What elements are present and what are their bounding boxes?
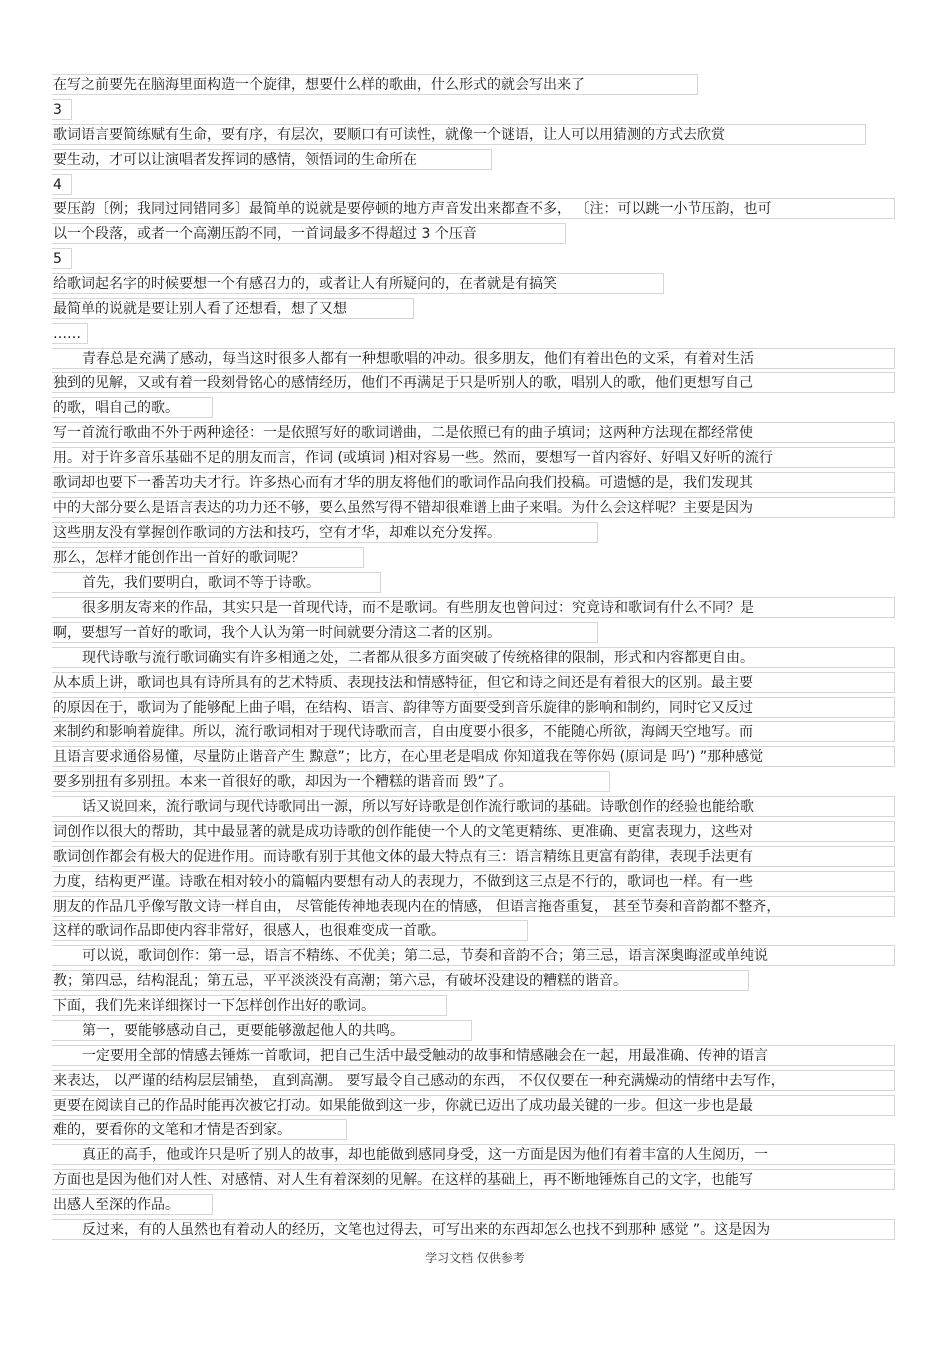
text-line: 歌词却也要下一番苦功夫才行。许多热心而有才华的朋友将他们的歌词作品向我们投稿。可遗憾的是，我们发现其: [52, 472, 895, 493]
text-line: 很多朋友寄来的作品，其实只是一首现代诗，而不是歌词。有些朋友也曾问过：究竟诗和歌词有什么不同？是: [52, 597, 895, 618]
text-line: 独到的见解，又或有着一段刻骨铭心的感情经历，他们不再满足于只是听别人的歌，唱别人的歌，他们更想写自己: [52, 372, 895, 393]
text-line: 啊，要想写一首好的歌词，我个人认为第一时间就要分清这二者的区别。: [52, 622, 598, 643]
text-line: 最简单的说就是要让别人看了还想看，想了又想: [52, 298, 414, 319]
text-line: 这样的歌词作品即使内容非常好，很感人，也很难变成一首歌。: [52, 920, 528, 941]
text-line: 给歌词起名字的时候要想一个有感召力的，或者让人有所疑问的，在者就是有搞笑: [52, 273, 664, 294]
text-line: 话又说回来，流行歌词与现代诗歌同出一源，所以写好诗歌是创作流行歌词的基础。诗歌创作的经验也能给歌: [52, 796, 895, 817]
page-footer: 学习文档 仅供参考: [425, 1251, 525, 1265]
text-line: 首先，我们要明白，歌词不等于诗歌。: [52, 572, 381, 593]
text-line: 以一个段落，或者一个高潮压韵不同，一首词最多不得超过 3 个压音: [52, 223, 566, 244]
text-line: 难的，要看你的文笔和才情是否到家。: [52, 1119, 347, 1140]
text-line: 一定要用全部的情感去锤炼一首歌词，把自己生活中最受触动的故事和情感融会在一起，用最准确、传神的语言: [52, 1045, 895, 1066]
text-line: 写一首流行歌曲不外于两种途径：一是依照写好的歌词谱曲，二是依照已有的曲子填词；这两种方法现在都经常使: [52, 422, 895, 443]
text-line: 更要在阅读自己的作品时能再次被它打动。如果能做到这一步，你就已迈出了成功最关键的一步。但这一步也是最: [52, 1095, 895, 1116]
text-line: 的原因在于，歌词为了能够配上曲子唱，在结构、语言、韵律等方面要受到音乐旋律的影响和制约，同时它又反过: [52, 697, 895, 718]
text-line: 方面也是因为他们对人性、对感情、对人生有着深刻的见解。在这样的基础上，再不断地锤炼自己的文字，也能写: [52, 1169, 895, 1190]
text-line: 词创作以很大的帮助，其中最显著的就是成功诗歌的创作能使一个人的文笔更精练、更准确、更富表现力，这些对: [52, 821, 895, 842]
text-line: 且语言要求通俗易懂，尽量防止谐音产生 黥意”；比方，在心里老是唱成 你知道我在等你妈 (原词是 吗’) ”那种感觉: [52, 746, 895, 767]
text-line: 来制约和影响着旋律。所以，流行歌词相对于现代诗歌而言，自由度要小很多，不能随心所欲，海阔天空地写。而: [52, 721, 895, 742]
text-line: 用。对于许多音乐基础不足的朋友而言，作词 (或填词 )相对容易一些。然而，要想写一首内容好、好唱又好听的流行: [52, 447, 895, 468]
text-line: 4: [52, 174, 72, 195]
text-line: 来表达， 以严谨的结构层层铺垫， 直到高潮。 要写最令自己感动的东西， 不仅仅要在一种充满燥动的情绪中去写作，: [52, 1070, 895, 1091]
text-line: 现代诗歌与流行歌词确实有许多相通之处，二者都从很多方面突破了传统格律的限制，形式和内容都更自由。: [52, 647, 895, 668]
text-line: 那么，怎样才能创作出一首好的歌词呢？: [52, 547, 364, 568]
text-line: 力度，结构更严谨。诗歌在相对较小的篇幅内要想有动人的表现力，不做到这三点是不行的，歌词也一样。有一些: [52, 871, 895, 892]
text-line: 教；第四忌，结构混乱；第五忌，平平淡淡没有高潮；第六忌，有破坏没建设的糟糕的谐音。: [52, 970, 749, 991]
text-line: 第一，要能够感动自己，更要能够激起他人的共鸣。: [52, 1020, 472, 1041]
text-line: 在写之前要先在脑海里面构造一个旋律，想要什么样的歌曲，什么形式的就会写出来了: [52, 74, 698, 95]
text-line: 青春总是充满了感动，每当这时很多人都有一种想歌唱的冲动。很多朋友，他们有着出色的文采，有着对生活: [52, 348, 895, 369]
text-line: 可以说，歌词创作：第一忌，语言不精练、不优美；第二忌，节奏和音韵不合；第三忌，语言深奥晦涩或单纯说: [52, 945, 895, 966]
text-line: 反过来，有的人虽然也有着动人的经历，文笔也过得去，可写出来的东西却怎么也找不到那种 感觉 ”。这是因为: [52, 1219, 895, 1240]
text-line: 朋友的作品几乎像写散文诗一样自由， 尽管能传神地表现内在的情感， 但语言拖沓重复， 甚至节奏和音韵都不整齐，: [52, 896, 895, 917]
text-line: 5: [52, 248, 72, 269]
text-line: 中的大部分要么是语言表达的功力还不够，要么虽然写得不错却很难谱上曲子来唱。为什么会这样呢？主要是因为: [52, 497, 895, 518]
text-line: 的歌，唱自己的歌。: [52, 397, 213, 418]
text-line: 出感人至深的作品。: [52, 1194, 213, 1215]
text-line: 要多别扭有多别扭。本来一首很好的歌，却因为一个糟糕的谐音而 毁”了。: [52, 771, 610, 792]
text-line: ……: [52, 323, 88, 344]
text-line: 从本质上讲，歌词也具有诗所具有的艺术特质、表现技法和情感特征，但它和诗之间还是有着很大的区别。最主要: [52, 672, 895, 693]
text-line: 歌词语言要简练赋有生命，要有序，有层次，要顺口有可读性，就像一个谜语，让人可以用猜测的方式去欣赏: [52, 124, 866, 145]
text-line: 歌词创作都会有极大的促进作用。而诗歌有别于其他文体的最大特点有三：语言精练且更富有韵律，表现手法更有: [52, 846, 895, 867]
text-line: 3: [52, 99, 72, 120]
text-line: 这些朋友没有掌握创作歌词的方法和技巧，空有才华，却难以充分发挥。: [52, 522, 598, 543]
text-line: 真正的高手，他或许只是听了别人的故事，却也能做到感同身受，这一方面是因为他们有着丰富的人生阅历，一: [52, 1144, 895, 1165]
text-line: 要生动，才可以让演唱者发挥词的感情，领悟词的生命所在: [52, 149, 492, 170]
text-line: 下面，我们先来详细探讨一下怎样创作出好的歌词。: [52, 995, 447, 1016]
text-line: 要压韵〔例；我同过同错同多〕最简单的说就是要停顿的地方声音发出来都查不多， 〔注：可以跳一小节压韵，也可: [52, 198, 895, 219]
